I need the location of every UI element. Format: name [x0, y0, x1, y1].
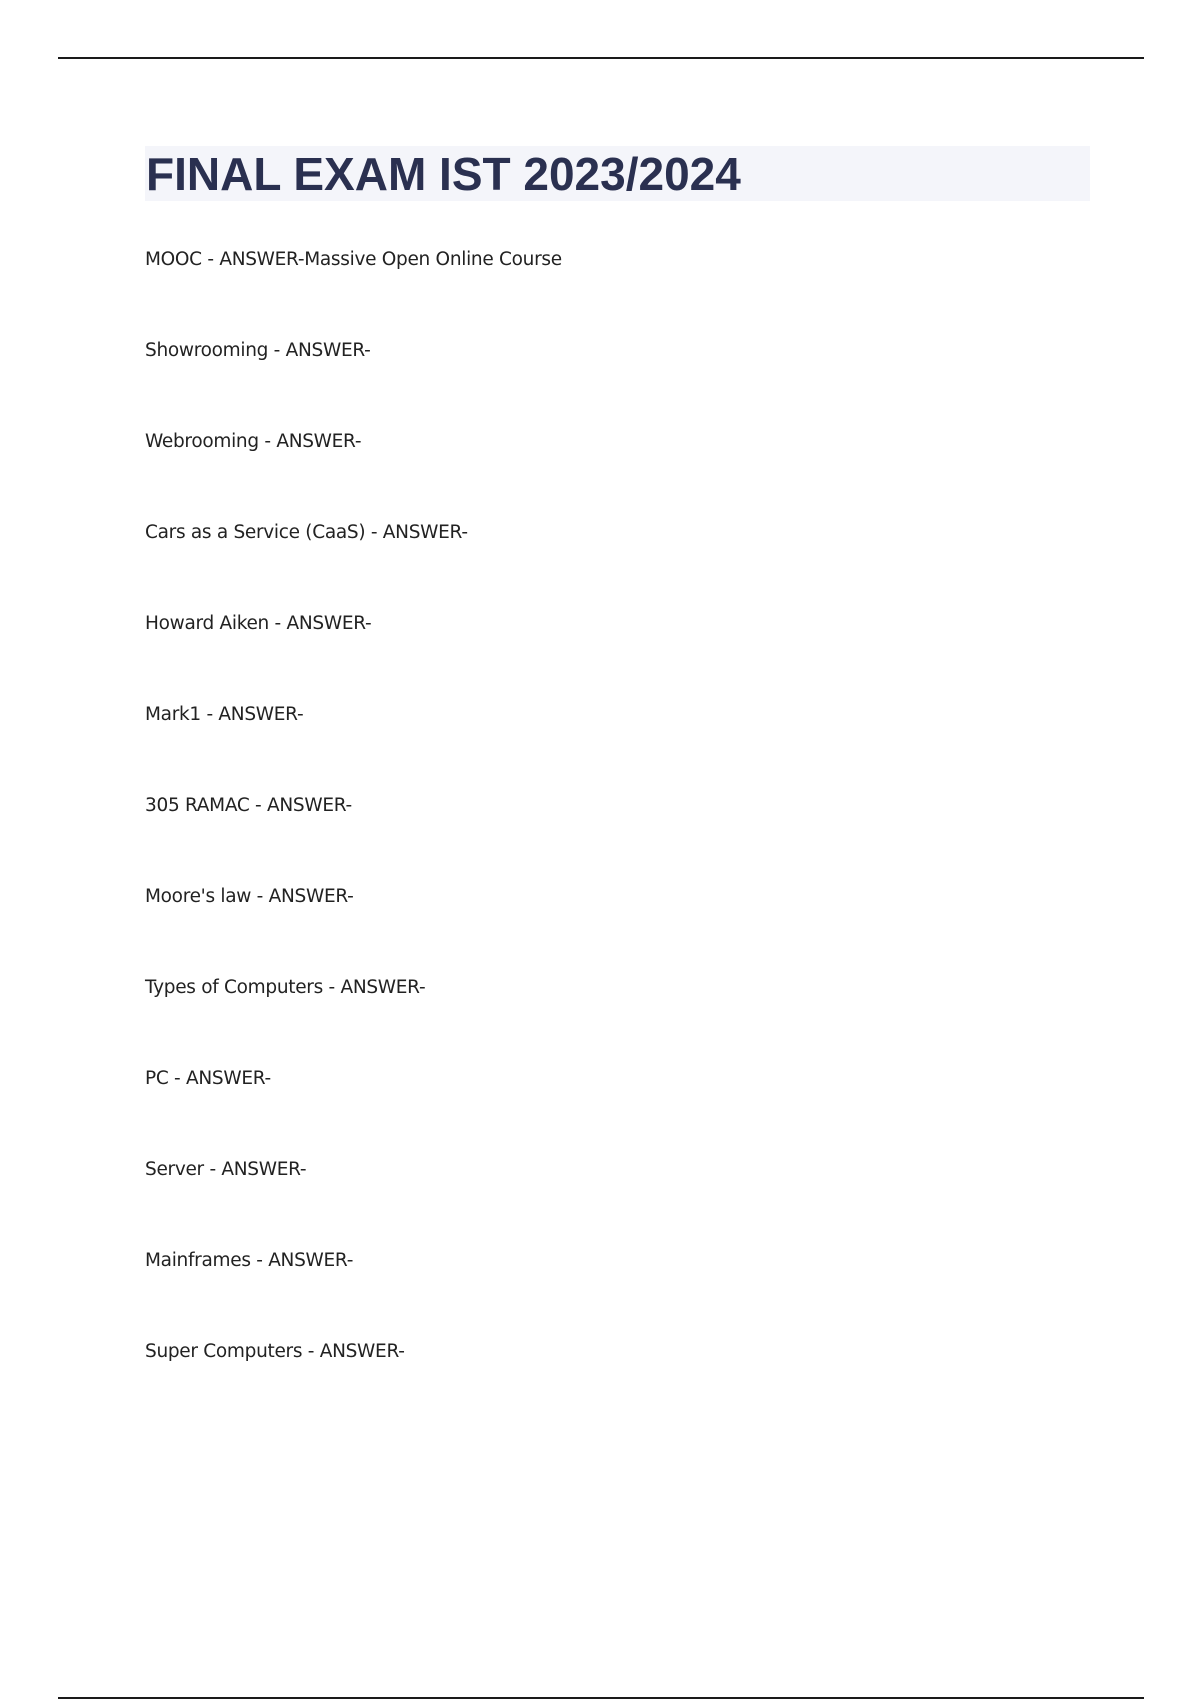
- question-answer-list: [145, 244, 562, 1427]
- header-rule: [58, 57, 1144, 59]
- list-item: 305 RAMAC - ANSWER-: [145, 795, 352, 816]
- list-item: Server - ANSWER-: [145, 1159, 307, 1180]
- list-item: Super Computers - ANSWER-: [145, 1341, 405, 1362]
- list-item: MOOC - ANSWER-Massive Open Online Course: [145, 249, 562, 270]
- list-item: Showrooming - ANSWER-: [145, 340, 371, 361]
- list-item: Moore's law - ANSWER-: [145, 886, 354, 907]
- list-item: Webrooming - ANSWER-: [145, 431, 362, 452]
- document-title: FINAL EXAM IST 2023/2024: [146, 148, 741, 200]
- list-item: PC - ANSWER-: [145, 1068, 271, 1089]
- list-item: Howard Aiken - ANSWER-: [145, 613, 372, 634]
- list-item: Cars as a Service (CaaS) - ANSWER-: [145, 522, 468, 543]
- list-item: Mainframes - ANSWER-: [145, 1250, 354, 1271]
- footer-rule: [58, 1697, 1144, 1699]
- list-item: Mark1 - ANSWER-: [145, 704, 304, 725]
- list-item: Types of Computers - ANSWER-: [145, 977, 426, 998]
